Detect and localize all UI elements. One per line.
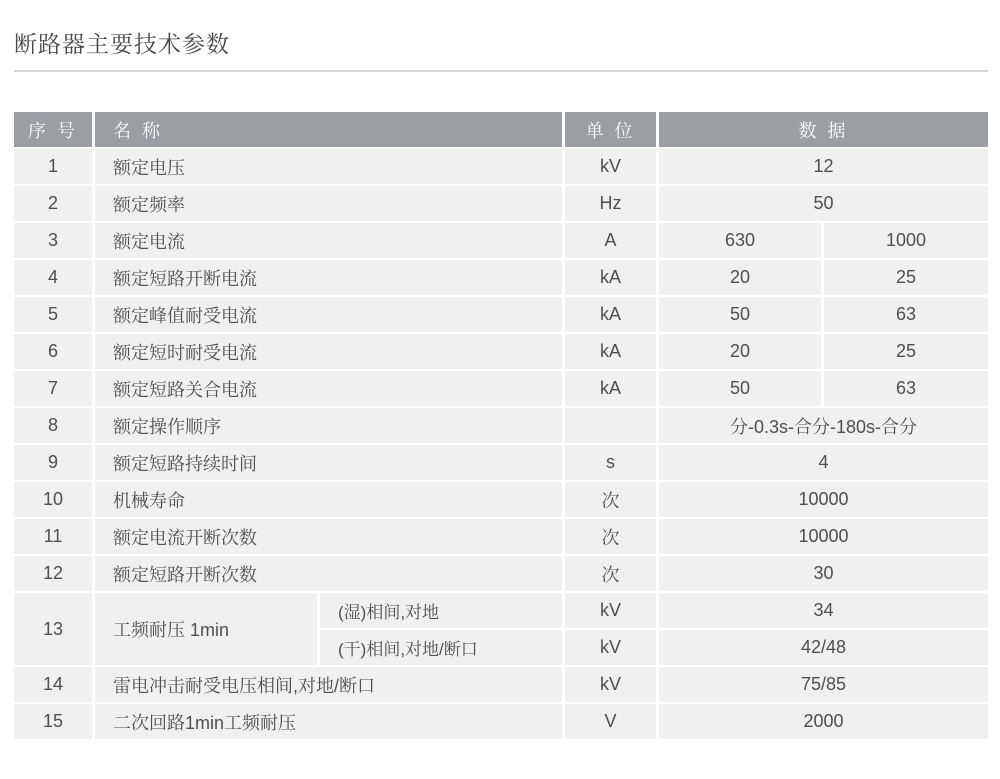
row-number: 10 bbox=[14, 482, 92, 517]
param-name: 二次回路1min工频耐压 bbox=[95, 704, 562, 739]
table-row bbox=[14, 371, 988, 406]
row-number: 7 bbox=[14, 371, 92, 406]
title-divider bbox=[14, 70, 988, 72]
table-row bbox=[14, 445, 988, 480]
param-data-2: 25 bbox=[824, 260, 988, 295]
param-name: 额定频率 bbox=[95, 186, 562, 221]
table-row bbox=[14, 186, 988, 221]
param-sub-unit: kV bbox=[565, 593, 656, 628]
param-unit: Hz bbox=[565, 186, 656, 221]
header-data: 数 据 bbox=[659, 112, 988, 147]
row-number: 6 bbox=[14, 334, 92, 369]
param-data: 75/85 bbox=[659, 667, 988, 702]
param-unit: kA bbox=[565, 260, 656, 295]
table-row bbox=[14, 260, 988, 295]
param-name: 机械寿命 bbox=[95, 482, 562, 517]
param-sub-condition: (湿)相间,对地 bbox=[320, 593, 562, 628]
spec-table bbox=[14, 112, 988, 739]
param-sub-data: 34 bbox=[659, 593, 988, 628]
param-name: 额定电压 bbox=[95, 149, 562, 184]
param-data-1: 20 bbox=[659, 260, 821, 295]
param-data-2: 63 bbox=[824, 371, 988, 406]
param-unit: kA bbox=[565, 297, 656, 332]
param-name: 额定电流 bbox=[95, 223, 562, 258]
table-row bbox=[14, 408, 988, 443]
param-unit: 次 bbox=[565, 556, 656, 591]
table-row bbox=[14, 149, 988, 184]
param-data-1: 20 bbox=[659, 334, 821, 369]
table-row bbox=[14, 297, 988, 332]
param-sub-data: 42/48 bbox=[659, 630, 988, 665]
param-data: 12 bbox=[659, 149, 988, 184]
param-data: 10000 bbox=[659, 482, 988, 517]
table-row bbox=[14, 334, 988, 369]
table-row bbox=[14, 704, 988, 739]
header-unit: 单 位 bbox=[565, 112, 656, 147]
page bbox=[0, 26, 1000, 739]
param-name: 工频耐压 1min bbox=[95, 593, 317, 665]
row-number: 3 bbox=[14, 223, 92, 258]
param-name: 额定短路开断电流 bbox=[95, 260, 562, 295]
param-unit bbox=[565, 408, 656, 443]
row-number: 14 bbox=[14, 667, 92, 702]
param-data-2: 63 bbox=[824, 297, 988, 332]
param-unit: kV bbox=[565, 149, 656, 184]
row-number: 11 bbox=[14, 519, 92, 554]
param-name: 额定短路开断次数 bbox=[95, 556, 562, 591]
row-number: 9 bbox=[14, 445, 92, 480]
table-row-merged bbox=[14, 593, 988, 665]
header-name: 名 称 bbox=[95, 112, 562, 147]
row-number: 15 bbox=[14, 704, 92, 739]
table-header-row bbox=[14, 112, 988, 147]
row-number: 1 bbox=[14, 149, 92, 184]
param-data: 4 bbox=[659, 445, 988, 480]
param-name: 额定短时耐受电流 bbox=[95, 334, 562, 369]
param-sub-condition: (干)相间,对地/断口 bbox=[320, 630, 562, 665]
param-name: 额定电流开断次数 bbox=[95, 519, 562, 554]
param-sub-unit: kV bbox=[565, 630, 656, 665]
row-number: 13 bbox=[14, 593, 92, 665]
row-number: 5 bbox=[14, 297, 92, 332]
param-name: 雷电冲击耐受电压相间,对地/断口 bbox=[95, 667, 562, 702]
param-unit: kA bbox=[565, 334, 656, 369]
param-name: 额定短路关合电流 bbox=[95, 371, 562, 406]
table-row bbox=[14, 223, 988, 258]
param-unit: V bbox=[565, 704, 656, 739]
row-number: 4 bbox=[14, 260, 92, 295]
table-row bbox=[14, 482, 988, 517]
param-data-1: 50 bbox=[659, 297, 821, 332]
param-data-1: 630 bbox=[659, 223, 821, 258]
param-unit: 次 bbox=[565, 482, 656, 517]
table-row bbox=[14, 667, 988, 702]
table-row bbox=[14, 556, 988, 591]
param-data-1: 50 bbox=[659, 371, 821, 406]
param-data: 2000 bbox=[659, 704, 988, 739]
table-row bbox=[14, 519, 988, 554]
param-unit: kA bbox=[565, 371, 656, 406]
param-unit: 次 bbox=[565, 519, 656, 554]
param-name: 额定操作顺序 bbox=[95, 408, 562, 443]
param-data: 50 bbox=[659, 186, 988, 221]
param-unit: s bbox=[565, 445, 656, 480]
param-unit: kV bbox=[565, 667, 656, 702]
param-name: 额定短路持续时间 bbox=[95, 445, 562, 480]
param-name: 额定峰值耐受电流 bbox=[95, 297, 562, 332]
param-data: 10000 bbox=[659, 519, 988, 554]
param-data-2: 1000 bbox=[824, 223, 988, 258]
page-title: 断路器主要技术参数 bbox=[14, 31, 230, 57]
header-no: 序 号 bbox=[14, 112, 92, 147]
param-unit: A bbox=[565, 223, 656, 258]
param-data-2: 25 bbox=[824, 334, 988, 369]
param-data: 30 bbox=[659, 556, 988, 591]
row-number: 2 bbox=[14, 186, 92, 221]
row-number: 8 bbox=[14, 408, 92, 443]
row-number: 12 bbox=[14, 556, 92, 591]
param-data: 分-0.3s-合分-180s-合分 bbox=[659, 408, 988, 443]
